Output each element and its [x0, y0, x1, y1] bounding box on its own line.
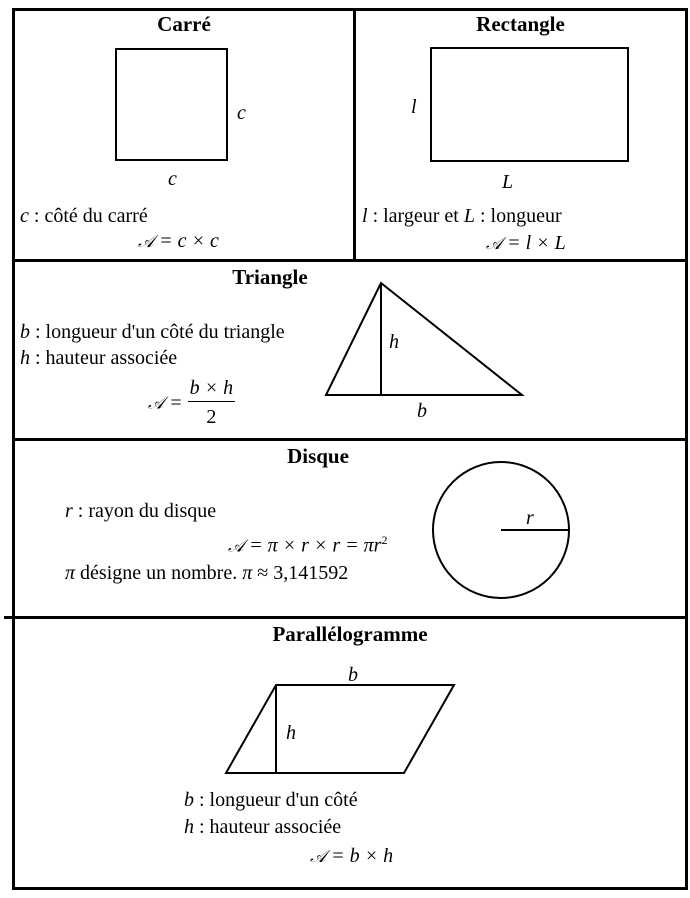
- triangle-eq: =: [169, 392, 183, 414]
- area-symbol: 𝒜: [310, 847, 327, 867]
- area-symbol: 𝒜: [486, 234, 503, 254]
- carre-title: Carré: [157, 12, 211, 36]
- triangle-numerator: b × h: [188, 375, 236, 402]
- parallelogram-shape: [226, 685, 454, 773]
- parallelogramme-line2: [184, 816, 341, 839]
- pi-symbol: π: [65, 562, 76, 584]
- triangle-title: Triangle: [232, 265, 308, 289]
- carre-formula-text: = c × c: [159, 230, 219, 252]
- disque-line3-approx: ≈ 3,141592: [252, 562, 349, 584]
- rectangle-formula-text: = l × L: [507, 232, 566, 254]
- parallelogram-top-label: b: [348, 664, 358, 686]
- disque-line1-var: r: [65, 500, 73, 522]
- parallelogramme-line2-var: h: [184, 816, 194, 838]
- parallelogramme-line1: [184, 789, 358, 812]
- triangle-base-label: b: [417, 400, 427, 422]
- parallelogram-height-label: h: [286, 722, 296, 744]
- disque-formula-text: = π × r × r = πr: [249, 534, 382, 557]
- rectangle-desc-text2: : longueur: [474, 205, 562, 227]
- square-side-right-label: c: [237, 102, 246, 124]
- disk-radius-label: r: [526, 507, 534, 529]
- rectangle-desc-var2: L: [463, 205, 475, 227]
- parallelogramme-line1-text: : longueur d'un côté: [194, 789, 358, 811]
- disque-line3-text: désigne un nombre.: [75, 562, 243, 584]
- disque-exponent: 2: [381, 533, 388, 547]
- parallelogramme-formula: [310, 845, 393, 868]
- parallelogramme-formula-text: = b × h: [331, 845, 394, 867]
- square-side-bottom-label: c: [168, 168, 177, 190]
- rectangle-width-label: l: [411, 96, 417, 118]
- area-symbol: 𝒜: [148, 393, 165, 414]
- area-symbol: 𝒜: [228, 536, 245, 557]
- rectangle-desc-var1: l: [362, 205, 368, 227]
- disque-line1-text: : rayon du disque: [72, 500, 217, 522]
- area-symbol: 𝒜: [138, 232, 155, 252]
- pi-symbol-2: π: [242, 562, 253, 584]
- parallelogramme-line2-text: : hauteur associée: [194, 816, 342, 838]
- triangle-line1-text: : longueur d'un côté du triangle: [30, 321, 285, 343]
- disque-title: Disque: [287, 444, 349, 468]
- triangle-height-label: h: [389, 331, 399, 353]
- rectangle-title: Rectangle: [476, 12, 565, 36]
- triangle-denominator: 2: [206, 406, 217, 428]
- carre-desc-text: : côté du carré: [28, 205, 148, 227]
- triangle-line2-var: h: [20, 347, 30, 369]
- triangle-line2-text: : hauteur associée: [30, 347, 178, 369]
- rectangle-length-label: L: [502, 171, 514, 193]
- carre-desc-var: c: [20, 205, 29, 227]
- triangle-line1-var: b: [20, 321, 30, 343]
- parallelogramme-title: Parallélogramme: [272, 622, 428, 646]
- parallelogramme-line1-var: b: [184, 789, 194, 811]
- rectangle-desc-text1: : largeur et: [367, 205, 464, 227]
